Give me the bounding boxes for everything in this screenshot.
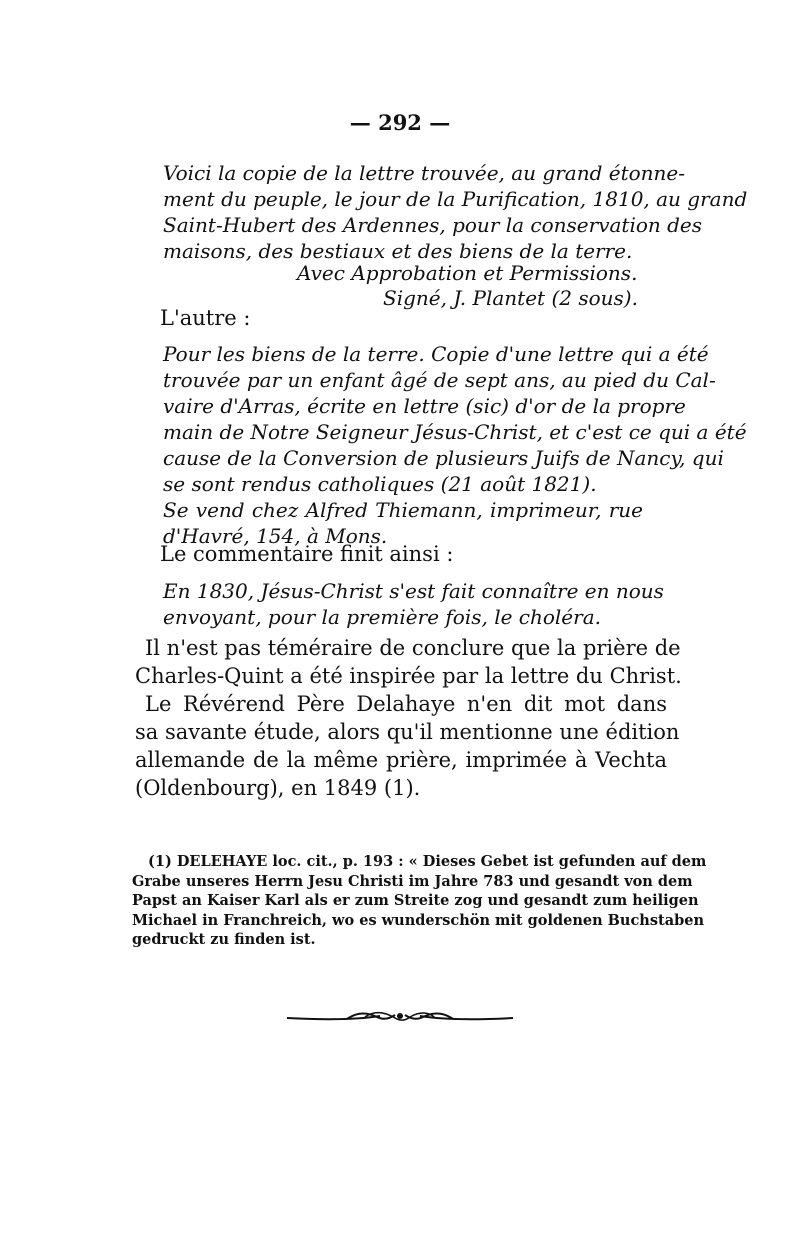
footnote-line: gedruckt zu finden ist. <box>132 931 316 948</box>
letter-two-line: vaire d'Arras, écrite en lettre (sic) d'or de la propre <box>163 394 686 418</box>
paragraph-line: sa savante étude, alors qu'il mentionne une édition <box>135 720 680 744</box>
letter-two <box>163 341 747 549</box>
main-paragraph <box>135 634 682 802</box>
footnote <box>132 852 707 950</box>
footnote-line: Papst an Kaiser Karl als er zum Streite zog und gesandt zum heiligen <box>132 892 699 909</box>
signature-line: Signé, J. Plantet (2 sous). <box>383 286 638 310</box>
commentaire-label: Le commentaire finit ainsi : <box>160 542 454 566</box>
quote-line: En 1830, Jésus-Christ s'est fait connaître en nous <box>163 579 664 603</box>
letter-two-line: main de Notre Seigneur Jésus-Christ, et c'est ce qui a été <box>163 420 747 444</box>
page-number: — 292 — <box>349 110 451 135</box>
paragraph-line: allemande de la même prière, imprimée à Vechta <box>135 748 667 772</box>
autre-label: L'autre : <box>160 306 251 330</box>
letter-one-line: ment du peuple, le jour de la Purification, 1810, au grand <box>163 187 748 211</box>
letter-one-line: maisons, des bestiaux et des biens de la terre. <box>163 239 633 263</box>
letter-one-line: Voici la copie de la lettre trouvée, au grand étonne- <box>163 161 686 185</box>
letter-two-line: Pour les biens de la terre. Copie d'une lettre qui a été <box>163 342 709 366</box>
letter-two-line: cause de la Conversion de plusieurs Juifs de Nancy, qui <box>163 446 724 470</box>
paragraph-line: Il n'est pas téméraire de conclure que la prière de <box>145 636 681 660</box>
footnote-line: Grabe unseres Herrn Jesu Christi im Jahre 783 und gesandt von dem <box>132 872 693 890</box>
letter-two-line: trouvée par un enfant âgé de sept ans, au pied du Cal- <box>163 368 716 392</box>
quote-line: envoyant, pour la première fois, le choléra. <box>163 605 601 629</box>
letter-two-line: Se vend chez Alfred Thiemann, imprimeur, rue <box>163 498 643 522</box>
paragraph-line: Le Révérend Père Delahaye n'en dit mot dans <box>145 692 667 716</box>
approbation-line: Avec Approbation et Permissions. <box>297 261 638 285</box>
ornament-icon <box>285 1006 515 1030</box>
letter-two-line: d'Havré, 154, à Mons. <box>163 524 388 548</box>
footnote-line: Michael in Franchreich, wo es wunderschön mit goldenen Buchstaben <box>132 911 705 929</box>
paragraph-line: (Oldenbourg), en 1849 (1). <box>135 776 421 800</box>
letter-two-line: se sont rendus catholiques (21 août 1821). <box>163 472 597 496</box>
paragraph-line: Charles-Quint a été inspirée par la lettre du Christ. <box>135 664 682 688</box>
footnote-line: (1) DELEHAYE loc. cit., p. 193 : « Dieses Gebet ist gefunden auf dem <box>148 853 707 870</box>
letter-one-line: Saint-Hubert des Ardennes, pour la conservation des <box>163 213 703 237</box>
letter-one <box>163 160 748 264</box>
quote-block <box>163 578 664 630</box>
